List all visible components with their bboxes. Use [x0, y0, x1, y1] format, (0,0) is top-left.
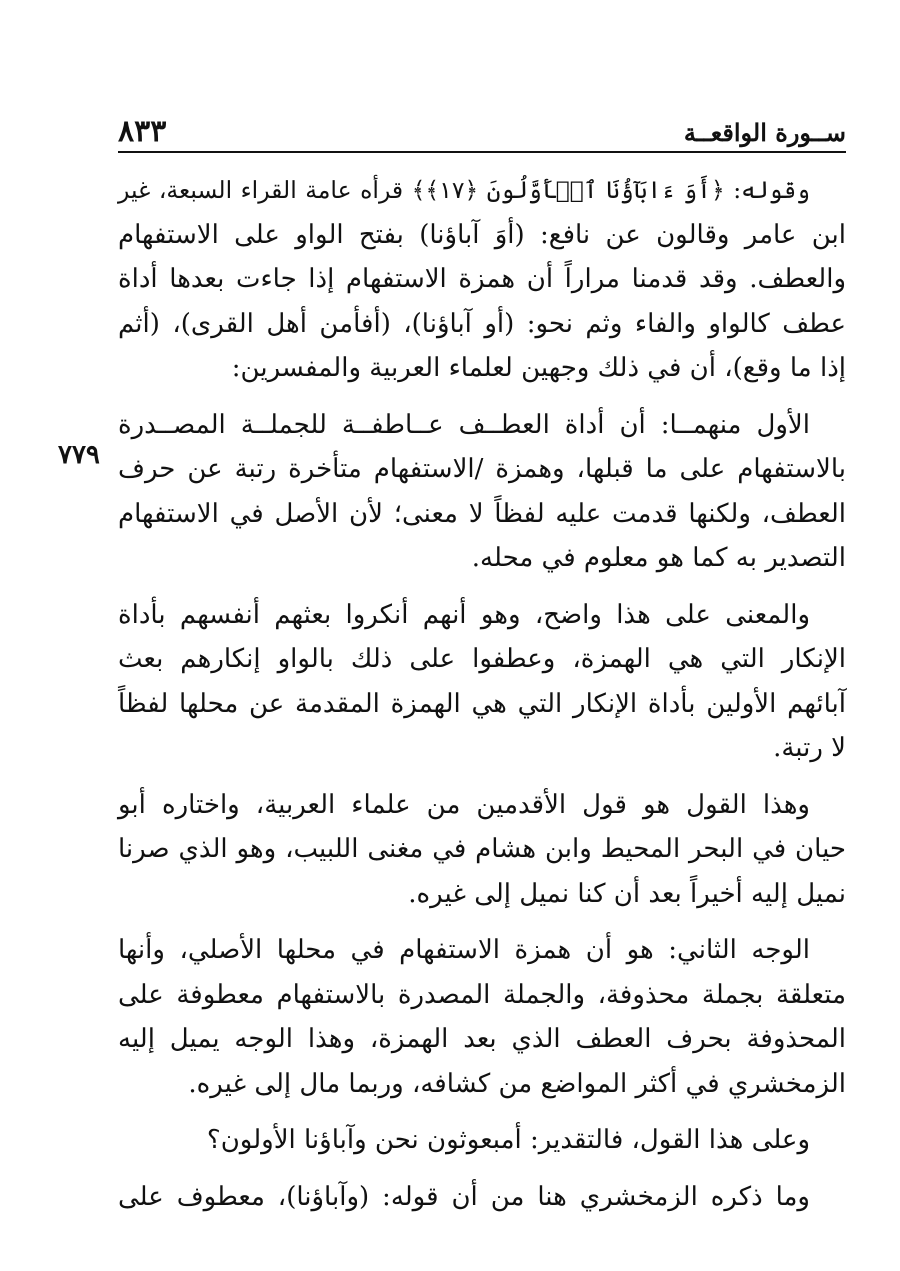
text-line: التصدير به كما هو معلوم في محله. — [471, 543, 846, 573]
text-line: آبائهم الأولين بأداة الإنكار التي هي الهمزة المقدمة عن محلها لفظاً — [118, 688, 846, 719]
text-line: بالاستفهام على ما قبلها، وهمزة /الاستفهام متأخرة رتبة عن حرف — [118, 454, 846, 484]
text-line: المحذوفة بحرف العطف الذي بعد الهمزة، وهذا الوجه يميل إليه — [118, 1024, 846, 1054]
text-line: نميل إليه أخيراً بعد أن كنا نميل إلى غيره. — [408, 878, 846, 909]
paragraph-1 — [118, 168, 846, 391]
body-text — [118, 168, 846, 1231]
text-line: وعلى هذا القول، فالتقدير: أمبعوثون نحن وآباؤنا الأولون؟ — [206, 1125, 810, 1155]
text-line: وهذا القول هو قول الأقدمين من علماء العربية، واختاره أبو — [118, 789, 810, 820]
paragraph-3 — [118, 593, 846, 771]
text-line: الزمخشري في أكثر المواضع من كشافه، وربما مال إلى غيره. — [188, 1068, 846, 1099]
surah-title: ســورة الواقعــة — [683, 118, 846, 147]
paragraph-7 — [118, 1175, 846, 1220]
text-line: وما ذكره الزمخشري هنا من أن قوله: (وآباؤنا)، معطوف على — [118, 1181, 810, 1212]
page-header — [118, 112, 846, 152]
text-line: إذا ما وقع)، أن في ذلك وجهين لعلماء العربية والمفسرين: — [231, 353, 846, 383]
page-number: ٨٣٣ — [118, 114, 167, 149]
text-line: حيان في البحر المحيط وابن هشام في مغنى اللبيب، وهو الذي صرنا — [118, 834, 846, 864]
text-line: الإنكار التي هي الهمزة، وعطفوا على ذلك بالواو إنكارهم بعث — [118, 644, 846, 674]
paragraph-6 — [118, 1118, 846, 1163]
text-line: ابن عامر وقالون عن نافع: (أوَ آباؤنا) بفتح الواو على الاستفهام — [118, 219, 846, 250]
text-line: عطف كالواو والفاء وثم نحو: (أو آباؤنا)، (أفأمن أهل القرى)، (أثم — [118, 308, 846, 339]
paragraph-5 — [118, 928, 846, 1106]
header-divider — [118, 151, 846, 153]
text-line: وقوله: ﴿أَوَ ءَابَآؤُنَا ٱلۡأَوَّلُونَ ﴿١٧﴾﴾ قرأه عامة القراء السبعة، غير — [118, 176, 810, 204]
text-line: والمعنى على هذا واضح، وهو أنهم أنكروا بعثهم أنفسهم بأداة — [118, 599, 810, 630]
text-line: الأول منهمــا: أن أداة العطــف عــاطفــة للجملــة المصــدرة — [118, 409, 810, 440]
text-line: الوجه الثاني: هو أن همزة الاستفهام في محلها الأصلي، وأنها — [118, 935, 810, 965]
paragraph-2 — [118, 403, 846, 581]
text-line: لا رتبة. — [773, 733, 846, 763]
text-line: العطف، ولكنها قدمت عليه لفظاً لا معنى؛ لأن الأصل في الاستفهام — [118, 498, 846, 529]
margin-page-reference: ٧٧٩ — [58, 440, 100, 470]
text-line: متعلقة بجملة محذوفة، والجملة المصدرة بالاستفهام معطوفة على — [118, 979, 846, 1010]
paragraph-4 — [118, 783, 846, 917]
text-line: والعطف. وقد قدمنا مراراً أن همزة الاستفهام إذا جاءت بعدها أداة — [118, 264, 846, 294]
